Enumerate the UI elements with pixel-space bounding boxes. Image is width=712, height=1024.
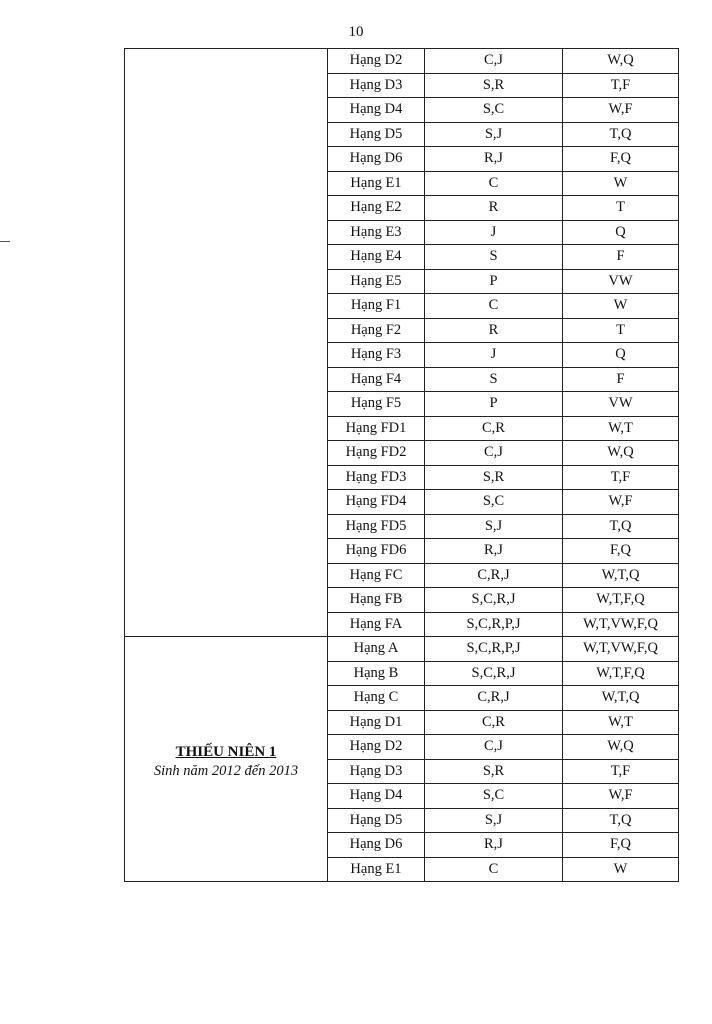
category-b-cell: W <box>563 857 679 882</box>
rank-cell: Hạng F3 <box>328 343 425 368</box>
rank-cell: Hạng F2 <box>328 318 425 343</box>
category-a-cell: S,C <box>425 98 563 123</box>
category-b-cell: VW <box>563 269 679 294</box>
category-b-cell: F,Q <box>563 833 679 858</box>
rank-cell: Hạng FD4 <box>328 490 425 515</box>
category-a-cell: R <box>425 318 563 343</box>
category-a-cell: S,J <box>425 808 563 833</box>
category-a-cell: C,R,J <box>425 686 563 711</box>
category-b-cell: T,F <box>563 465 679 490</box>
rank-cell: Hạng B <box>328 661 425 686</box>
rank-cell: Hạng FD5 <box>328 514 425 539</box>
category-a-cell: S,J <box>425 514 563 539</box>
rank-cell: Hạng FB <box>328 588 425 613</box>
category-b-cell: T,F <box>563 73 679 98</box>
rank-cell: Hạng FD2 <box>328 441 425 466</box>
group-title: THIẾU NIÊN 1 <box>175 744 277 760</box>
category-b-cell: W,T,Q <box>563 686 679 711</box>
rank-cell: Hạng E1 <box>328 857 425 882</box>
category-a-cell: S,C <box>425 490 563 515</box>
category-b-cell: W,T,Q <box>563 563 679 588</box>
rank-cell: Hạng D3 <box>328 73 425 98</box>
category-a-cell: R,J <box>425 147 563 172</box>
category-b-cell: Q <box>563 220 679 245</box>
rank-cell: Hạng F4 <box>328 367 425 392</box>
ranking-table-body <box>125 49 679 882</box>
category-a-cell: S,C <box>425 784 563 809</box>
rank-cell: Hạng D2 <box>328 735 425 760</box>
category-a-cell: C <box>425 294 563 319</box>
category-a-cell: C,R,J <box>425 563 563 588</box>
category-b-cell: W,Q <box>563 49 679 74</box>
category-a-cell: C <box>425 857 563 882</box>
group-cell-continued <box>125 49 328 637</box>
margin-mark <box>0 241 10 242</box>
rank-cell: Hạng D5 <box>328 122 425 147</box>
category-a-cell: C,J <box>425 735 563 760</box>
category-b-cell: W,F <box>563 784 679 809</box>
category-b-cell: W,T,F,Q <box>563 588 679 613</box>
category-b-cell: T,Q <box>563 514 679 539</box>
rank-cell: Hạng F5 <box>328 392 425 417</box>
rank-cell: Hạng FC <box>328 563 425 588</box>
category-b-cell: F,Q <box>563 147 679 172</box>
category-a-cell: R,J <box>425 539 563 564</box>
category-b-cell: W,F <box>563 98 679 123</box>
rank-cell: Hạng D3 <box>328 759 425 784</box>
category-b-cell: W,F <box>563 490 679 515</box>
category-b-cell: W <box>563 171 679 196</box>
rank-cell: Hạng E2 <box>328 196 425 221</box>
table-row <box>125 637 679 662</box>
category-b-cell: W,T,VW,F,Q <box>563 637 679 662</box>
category-b-cell: T <box>563 196 679 221</box>
category-a-cell: P <box>425 392 563 417</box>
rank-cell: Hạng FD6 <box>328 539 425 564</box>
category-a-cell: S,C,R,J <box>425 588 563 613</box>
category-a-cell: C,J <box>425 441 563 466</box>
category-b-cell: T,F <box>563 759 679 784</box>
category-b-cell: W,T <box>563 416 679 441</box>
rank-cell: Hạng D1 <box>328 710 425 735</box>
category-b-cell: T,Q <box>563 122 679 147</box>
category-a-cell: S,C,R,P,J <box>425 612 563 637</box>
rank-cell: Hạng E3 <box>328 220 425 245</box>
rank-cell: Hạng D4 <box>328 784 425 809</box>
rank-cell: Hạng E1 <box>328 171 425 196</box>
category-a-cell: C,J <box>425 49 563 74</box>
category-b-cell: T <box>563 318 679 343</box>
category-a-cell: S,R <box>425 465 563 490</box>
category-a-cell: S,R <box>425 759 563 784</box>
category-a-cell: R <box>425 196 563 221</box>
category-a-cell: P <box>425 269 563 294</box>
category-a-cell: S <box>425 367 563 392</box>
category-b-cell: Q <box>563 343 679 368</box>
rank-cell: Hạng E4 <box>328 245 425 270</box>
category-b-cell: W <box>563 294 679 319</box>
category-b-cell: F <box>563 367 679 392</box>
category-b-cell: W,T,F,Q <box>563 661 679 686</box>
category-a-cell: S <box>425 245 563 270</box>
category-b-cell: F <box>563 245 679 270</box>
rank-cell: Hạng E5 <box>328 269 425 294</box>
category-a-cell: C <box>425 171 563 196</box>
rank-cell: Hạng FA <box>328 612 425 637</box>
rank-cell: Hạng D6 <box>328 833 425 858</box>
group-subtitle: Sinh năm 2012 đến 2013 <box>153 763 299 779</box>
category-b-cell: VW <box>563 392 679 417</box>
rank-cell: Hạng FD3 <box>328 465 425 490</box>
category-a-cell: S,R <box>425 73 563 98</box>
table-row <box>125 49 679 74</box>
category-a-cell: C,R <box>425 710 563 735</box>
rank-cell: Hạng D4 <box>328 98 425 123</box>
category-b-cell: W,T <box>563 710 679 735</box>
category-b-cell: W,T,VW,F,Q <box>563 612 679 637</box>
ranking-table <box>124 48 679 882</box>
category-b-cell: W,Q <box>563 735 679 760</box>
rank-cell: Hạng F1 <box>328 294 425 319</box>
category-a-cell: J <box>425 220 563 245</box>
category-b-cell: T,Q <box>563 808 679 833</box>
rank-cell: Hạng A <box>328 637 425 662</box>
category-b-cell: W,Q <box>563 441 679 466</box>
rank-cell: Hạng FD1 <box>328 416 425 441</box>
page-number: 10 <box>348 24 364 40</box>
category-a-cell: S,J <box>425 122 563 147</box>
rank-cell: Hạng D5 <box>328 808 425 833</box>
rank-cell: Hạng D6 <box>328 147 425 172</box>
group-cell <box>125 637 328 882</box>
category-a-cell: S,C,R,P,J <box>425 637 563 662</box>
category-a-cell: R,J <box>425 833 563 858</box>
category-a-cell: S,C,R,J <box>425 661 563 686</box>
rank-cell: Hạng C <box>328 686 425 711</box>
category-b-cell: F,Q <box>563 539 679 564</box>
category-a-cell: C,R <box>425 416 563 441</box>
category-a-cell: J <box>425 343 563 368</box>
rank-cell: Hạng D2 <box>328 49 425 74</box>
